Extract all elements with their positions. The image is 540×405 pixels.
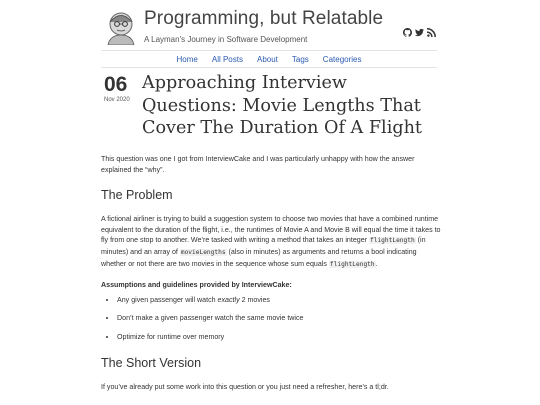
main-nav xyxy=(101,55,437,64)
nav-tags[interactable]: Tags xyxy=(291,55,309,64)
assumptions-heading: Assumptions and guidelines provided by InterviewCake: xyxy=(101,281,292,290)
site-title[interactable]: Programming, but Relatable xyxy=(144,8,384,29)
heading-the-problem: The Problem xyxy=(101,188,173,203)
bullet1-text-a: Any given passenger will watch xyxy=(117,295,218,304)
bullet1-text-b: 2 movies xyxy=(239,295,270,304)
twitter-icon[interactable] xyxy=(415,24,424,33)
post-date-day: 06 xyxy=(104,73,128,96)
post-intro: This question was one I got from InterviewCake and I was particularly unhappy with how the answer explained the “why”. xyxy=(101,155,415,174)
nav-top-divider xyxy=(101,50,437,51)
problem-text-1: A fictional airliner is trying to build a suggestion system to choose two movies that have a combined runtime equivalent to the duration of the flight, i.e., the runtimes of Movie A and Movie B will equal the time it takes to fly from one stop to another. We’re tasked with writing a method that takes an integer xyxy=(101,215,441,245)
problem-text-3: (also in minutes) as arguments and returns a bool indicating whether or not there are two movies in the sequence whose sum equals xyxy=(101,247,417,268)
short-version-text: If you’ve already put some work into this question or you just need a refresher, here’s a tl;dr. xyxy=(101,382,389,391)
bullet1-emphasis: exactly xyxy=(217,295,240,304)
post-content xyxy=(101,154,441,402)
code-flight-length: flightLength xyxy=(370,237,415,245)
site-logo-avatar[interactable] xyxy=(104,9,138,45)
code-movie-lengths: movieLengths xyxy=(180,248,226,256)
github-icon[interactable] xyxy=(403,24,412,33)
post-title: Approaching Interview Questions: Movie Lengths That Cover The Duration Of A Flight xyxy=(142,73,422,138)
heading-the-short-version: The Short Version xyxy=(101,355,202,370)
social-links xyxy=(403,24,436,33)
post-date-month-year: Nov 2020 xyxy=(104,97,130,103)
rss-icon[interactable] xyxy=(427,24,436,33)
nav-home[interactable]: Home xyxy=(176,55,198,64)
assumptions-list xyxy=(101,295,441,343)
list-item: • Don’t make a given passenger watch the same movie twice xyxy=(117,313,441,324)
code-flight-length-2: flightLength xyxy=(329,260,375,268)
nav-categories[interactable]: Categories xyxy=(322,55,362,64)
problem-text-2: (in minutes) and an array of xyxy=(101,236,426,256)
site-subtitle: A Layman's Journey in Software Development xyxy=(144,35,308,44)
list-item: • Optimize for runtime over memory xyxy=(117,332,441,343)
list-item xyxy=(117,295,441,306)
nav-all-posts[interactable]: All Posts xyxy=(211,55,243,64)
nav-bottom-divider xyxy=(101,67,437,68)
problem-paragraph xyxy=(101,214,441,270)
nav-about[interactable]: About xyxy=(256,55,278,64)
problem-text-4: . xyxy=(375,259,378,268)
